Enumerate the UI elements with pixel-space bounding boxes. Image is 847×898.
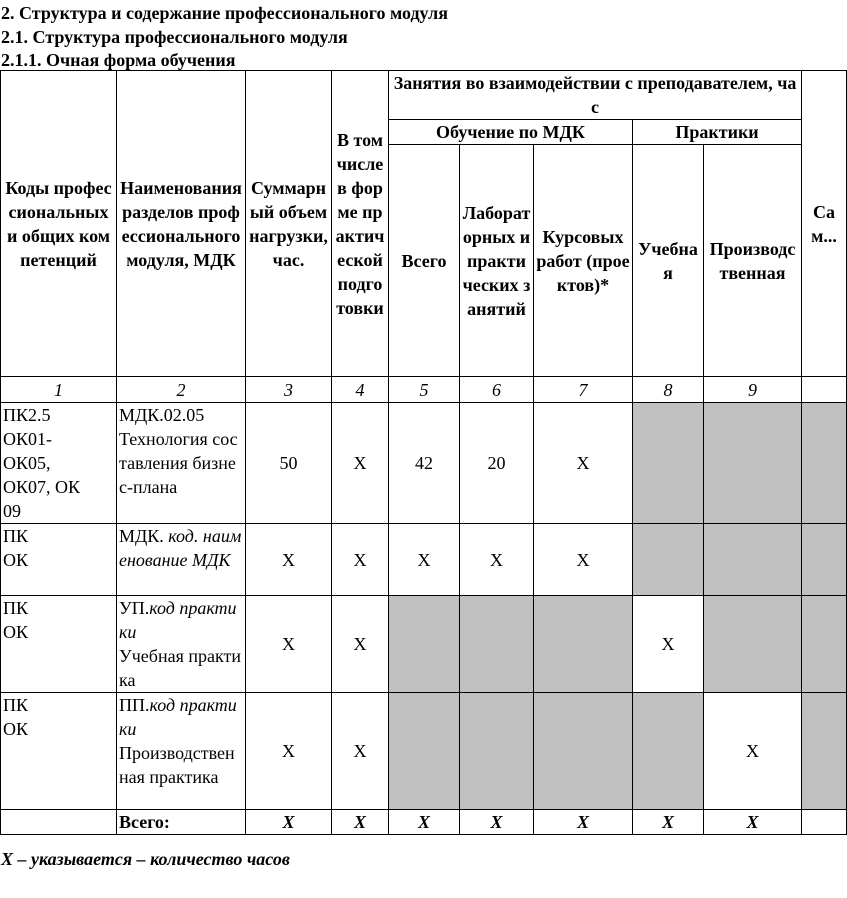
cell-shaded [802,596,847,693]
name-placeholder: код практики [119,598,237,642]
name-code: МДК. [119,526,169,546]
section-heading: 2. Структура и содержание профессионального модуля [1,3,448,23]
cell-shaded [802,403,847,524]
cell-total-load: 50 [246,403,332,524]
row-name [117,524,246,596]
header-total-load: Суммарный объем нагрузки, час. [246,71,332,377]
header-mdk-training: Обучение по МДК [389,120,633,145]
code-line: ОК05, [3,453,51,473]
cell-shaded [704,403,802,524]
cell-practical: Х [332,596,389,693]
totals-cut [802,810,847,835]
sub-subsection-heading: 2.1.1. Очная форма обучения [1,50,236,70]
row-codes [1,693,117,810]
col-num-4: 4 [332,377,389,403]
cell-shaded [389,596,460,693]
name-placeholder: код. наименование МДК [119,526,242,570]
code-line: ОК [3,622,29,642]
table-row [1,524,847,596]
header-educational: Учебная [633,145,704,377]
header-names: Наименования разделов профессионального модуля, МДК [117,71,246,377]
cell-course: Х [534,403,633,524]
cell-shaded [389,693,460,810]
name-title: Технология составления бизнес-плана [119,429,238,497]
table-row [1,403,847,524]
cell-shaded [460,596,534,693]
header-lab: Лабораторных и практических занятий [460,145,534,377]
code-line: 09 [3,501,21,521]
cell-practical: Х [332,524,389,596]
code-line: ОК [3,550,29,570]
cell-all: Х [389,524,460,596]
code-line: ОК07, ОК [3,477,81,497]
col-num-9: 9 [704,377,802,403]
cell-lab: 20 [460,403,534,524]
code-line: ПК2.5 [3,405,51,425]
cell-shaded [802,524,847,596]
cell-shaded [633,693,704,810]
cell-practical: Х [332,403,389,524]
cell-practical: Х [332,693,389,810]
total-value: Х [534,810,633,835]
table-row [1,693,847,810]
code-line: ОК [3,719,29,739]
header-all: Всего [389,145,460,377]
cell-industrial: Х [704,693,802,810]
cell-shaded [802,693,847,810]
name-code: УП. [119,598,150,618]
row-name [117,596,246,693]
table-row [1,596,847,693]
column-numbers-row [1,377,847,403]
name-title: Производственная практика [119,743,235,787]
total-value: Х [633,810,704,835]
total-value: Х [704,810,802,835]
subsection-heading: 2.1. Структура профессионального модуля [1,27,348,47]
cell-shaded [704,596,802,693]
cell-lab: Х [460,524,534,596]
header-codes: Коды профессиональных и общих компетенций [1,71,117,377]
code-line: ОК01- [3,429,52,449]
total-value: Х [332,810,389,835]
cell-educational: Х [633,596,704,693]
footnote: Х – указывается – количество часов [1,849,290,869]
col-num-7: 7 [534,377,633,403]
totals-row [1,810,847,835]
name-title: Учебная практика [119,646,241,690]
header-course: Курсовых работ (проектов)* [534,145,633,377]
row-codes [1,596,117,693]
header-cut-column: Сам... [802,71,847,377]
row-codes [1,524,117,596]
cell-total-load: Х [246,693,332,810]
cell-shaded [534,693,633,810]
cell-shaded [633,524,704,596]
name-code: ПП. [119,695,150,715]
row-name [117,403,246,524]
module-structure-table [0,70,847,835]
header-practical: В том числе в форме практической подготовки [332,71,389,377]
col-num-6: 6 [460,377,534,403]
col-num-3: 3 [246,377,332,403]
col-num-1: 1 [1,377,117,403]
total-value: Х [246,810,332,835]
totals-empty [1,810,117,835]
col-num-2: 2 [117,377,246,403]
header-industrial: Производственная [704,145,802,377]
cell-shaded [704,524,802,596]
total-value: Х [460,810,534,835]
total-value: Х [389,810,460,835]
header-interaction: Занятия во взаимодействии с преподавателем, час [389,71,802,120]
totals-label: Всего: [117,810,246,835]
cell-total-load: Х [246,596,332,693]
cell-all: 42 [389,403,460,524]
cell-shaded [460,693,534,810]
col-num-8: 8 [633,377,704,403]
name-code: МДК.02.05 [119,405,205,425]
cell-total-load: Х [246,524,332,596]
code-line: ПК [3,695,29,715]
code-line: ПК [3,598,29,618]
header-practices: Практики [633,120,802,145]
name-placeholder: код практики [119,695,237,739]
cell-course: Х [534,524,633,596]
row-codes [1,403,117,524]
col-num-10 [802,377,847,403]
cell-shaded [534,596,633,693]
row-name [117,693,246,810]
cell-shaded [633,403,704,524]
col-num-5: 5 [389,377,460,403]
code-line: ПК [3,526,29,546]
header-row-1 [1,71,847,120]
